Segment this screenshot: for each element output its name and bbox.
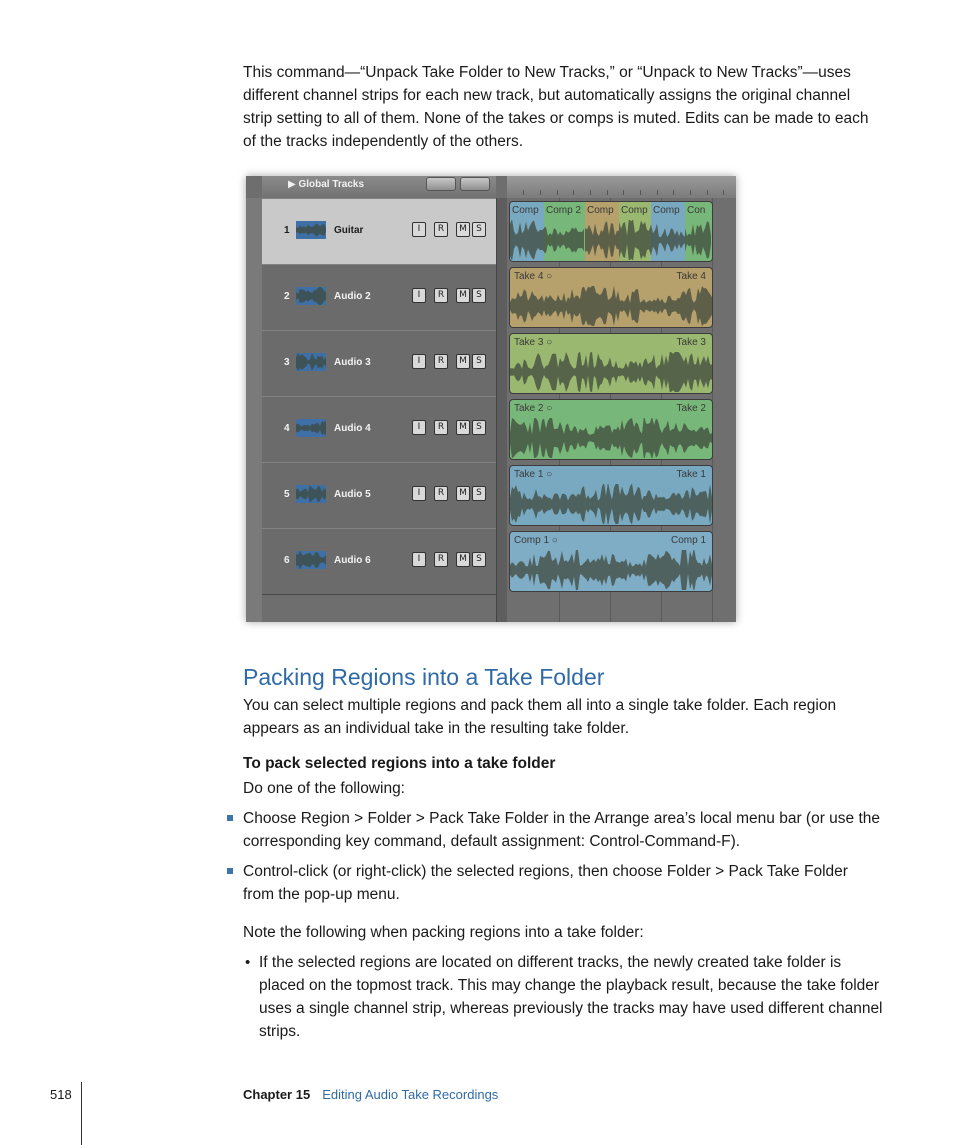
waveform [651,220,685,260]
audio-track-icon [296,353,326,371]
track-list-edge [246,198,262,622]
comp-segment-label: Con [687,205,706,216]
track-button-i[interactable]: I [412,552,426,567]
track-name: Audio 3 [334,357,371,368]
footer-chapter [243,1087,498,1102]
track-number: 3 [284,357,290,368]
waveform-icon [296,221,326,239]
track-button-r[interactable]: R [434,552,448,567]
region-label-right: Take 2 [676,403,706,414]
arrange-screenshot [246,176,736,622]
track-header[interactable] [262,330,496,397]
comp-segment-label: Comp [653,205,680,216]
intro-paragraph: This command—“Unpack Take Folder to New Tracks,” or “Unpack to New Tracks”—uses different channel strips for each new track, but automatically assigns the original channel strip setting to all of them. None of the takes or comps is muted. Edits can be made to each of the tracks independently of the others. [243,64,869,150]
track-name: Audio 4 [334,423,371,434]
track-button-m[interactable]: M [456,288,470,303]
track-number: 6 [284,555,290,566]
comp-segment-label: Comp [587,205,614,216]
waveform [685,220,712,260]
page-number: 518 [50,1087,72,1102]
take-folder-region[interactable] [509,201,713,262]
track-button-r[interactable]: R [434,486,448,501]
bullet-square-icon [227,868,233,874]
region-label: Take 2 ○ [514,403,553,414]
region-label: Take 4 ○ [514,271,553,282]
note-intro: Note the following when packing regions into a take folder: [243,924,644,941]
section-heading: Packing Regions into a Take Folder [243,664,605,690]
comp-segment[interactable] [544,202,586,261]
region-label-right: Take 1 [676,469,706,480]
track-button-s[interactable]: S [472,486,486,501]
chapter-label: Chapter 15 [243,1087,311,1102]
audio-track-icon [296,551,326,569]
comp-segment[interactable] [585,202,620,261]
comp-segment[interactable] [651,202,686,261]
global-tracks-bar [262,176,496,199]
track-button-s[interactable]: S [472,354,486,369]
audio-track-icon [296,419,326,437]
waveform [510,550,712,590]
track-button-i[interactable]: I [412,420,426,435]
track-number: 1 [284,225,290,236]
waveform-icon [296,419,326,437]
waveform-icon [296,287,326,305]
comp-segment[interactable] [685,202,713,261]
comp-segment-label: Comp [512,205,539,216]
section-paragraph: You can select multiple regions and pack them all into a single take folder. Each region appears as an individual take in the resulting take folder. [243,697,837,737]
comp-segment-label: Comp [621,205,648,216]
waveform [510,352,712,392]
note-bullet: If the selected regions are located on different tracks, the newly created take folder is placed on the topmost track. This may change the playback result, because the take folder uses a single channel strip, whereas previously the tracks may have used different channel strips. [259,954,883,1040]
bullet-dot-icon: • [245,954,251,971]
waveform [510,418,712,458]
audio-region[interactable] [509,399,713,460]
track-header[interactable] [262,264,496,331]
bullet-square-icon [227,815,233,821]
waveform [544,220,585,260]
track-button-r[interactable]: R [434,222,448,237]
comp-segment[interactable] [510,202,545,261]
track-button-i[interactable]: I [412,288,426,303]
region-label: Take 1 ○ [514,469,553,480]
track-header[interactable] [262,462,496,529]
track-header[interactable] [262,528,496,595]
track-number: 4 [284,423,290,434]
audio-track-icon [296,485,326,503]
waveform-icon [296,485,326,503]
track-name: Guitar [334,225,364,236]
audio-region[interactable] [509,333,713,394]
track-number: 5 [284,489,290,500]
region-label: Comp 1 ○ [514,535,558,546]
waveform [510,484,712,524]
track-button-s[interactable]: S [472,552,486,567]
track-button-m[interactable]: M [456,222,470,237]
track-button-r[interactable]: R [434,354,448,369]
audio-region[interactable] [509,465,713,526]
track-button-s[interactable]: S [472,420,486,435]
audio-region[interactable] [509,267,713,328]
task-heading: To pack selected regions into a take folder [243,755,556,772]
audio-track-icon [296,287,326,305]
bar-ruler [507,176,736,199]
track-name: Audio 6 [334,555,371,566]
bullet-item: Choose Region > Folder > Pack Take Folder in the Arrange area’s local menu bar (or use the corresponding key command, default assignment: Control-Command-F). [243,810,881,850]
audio-region[interactable] [509,531,713,592]
chapter-title: Editing Audio Take Recordings [322,1087,499,1102]
track-button-s[interactable]: S [472,288,486,303]
task-intro: Do one of the following: [243,780,405,797]
bullet-item: Control-click (or right-click) the selected regions, then choose Folder > Pack Take Folder from the pop-up menu. [243,863,848,903]
waveform [619,220,651,260]
folder-icon [460,177,490,191]
comp-segment[interactable] [619,202,652,261]
track-header[interactable] [262,396,496,463]
track-button-m[interactable]: M [456,552,470,567]
waveform-icon [296,551,326,569]
comp-segment-label: Comp 2 [546,205,582,216]
footer-rule [81,1082,82,1145]
track-button-m[interactable]: M [456,486,470,501]
track-name: Audio 5 [334,489,371,500]
track-header[interactable] [262,198,496,265]
waveform [585,220,619,260]
track-button-r[interactable]: R [434,288,448,303]
region-label: Take 3 ○ [514,337,553,348]
track-number: 2 [284,291,290,302]
track-name: Audio 2 [334,291,371,302]
add-track-icon [426,177,456,191]
waveform-icon [296,353,326,371]
arrange-area [507,198,736,622]
region-label-right: Comp 1 [670,535,706,546]
global-tracks-label: ▶ Global Tracks [288,179,365,190]
track-button-r[interactable]: R [434,420,448,435]
track-button-m[interactable]: M [456,354,470,369]
waveform [510,286,712,326]
audio-track-icon [296,221,326,239]
track-button-i[interactable]: I [412,222,426,237]
region-label-right: Take 3 [676,337,706,348]
track-button-m[interactable]: M [456,420,470,435]
waveform [510,220,544,260]
region-label-right: Take 4 [676,271,706,282]
track-button-i[interactable]: I [412,486,426,501]
track-button-s[interactable]: S [472,222,486,237]
track-button-i[interactable]: I [412,354,426,369]
